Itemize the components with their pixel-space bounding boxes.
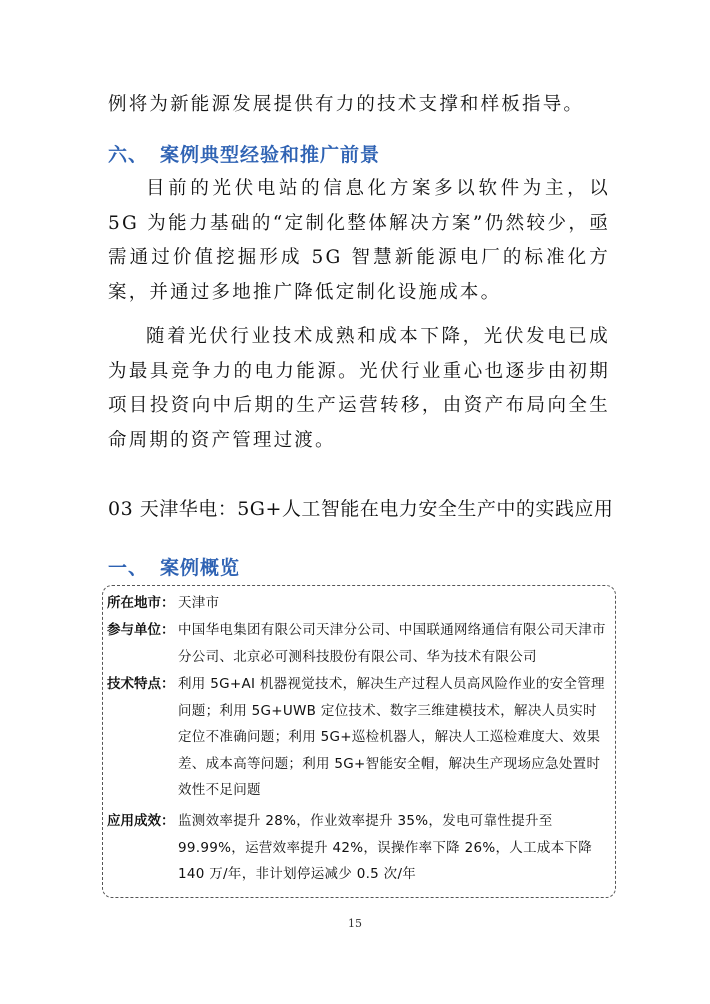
units-value: 中国华电集团有限公司天津分公司、中国联通网络通信有限公司天津市分公司、北京必可测科技股份有限公司、华为技术有限公司	[178, 622, 606, 665]
page-number: 15	[348, 917, 362, 930]
location-value: 天津市	[178, 595, 220, 611]
overview-row-tech	[107, 671, 607, 804]
case-title: 03 天津华电：5G+人工智能在电力安全生产中的实践应用	[108, 498, 614, 520]
section-one-heading	[108, 553, 240, 580]
overview-row-location	[107, 590, 607, 617]
units-label: 参与单位：	[107, 622, 175, 638]
results-value: 监测效率提升 28%，作业效率提升 35%，发电可靠性提升至 99.99%，运营效率提升 42%，误操作率下降 26%，人工成本下降 140 万/年，非计划停运减少 0.5 次/年	[178, 813, 593, 882]
location-label: 所在地市：	[107, 595, 175, 611]
section-six-title: 案例典型经验和推广前景	[160, 144, 381, 166]
case-overview-box	[102, 585, 616, 898]
section-six-number: 六、	[108, 144, 149, 166]
section-one-number: 一、	[108, 557, 149, 579]
tech-value: 利用 5G+AI 机器视觉技术，解决生产过程人员高风险作业的安全管理问题；利用 5G+UWB 定位技术、数字三维建模技术，解决人员实时定位不准确问题；利用 5G+巡检机器人，解决人工巡检难度大、效果差、成本高等问题；利用 5G+智能安全帽，解决生产现场应急处置时效性不足问题	[178, 676, 605, 798]
section-one-title: 案例概览	[160, 557, 241, 579]
overview-row-units	[107, 617, 607, 670]
section-six-paragraph-2: 随着光伏行业技术成熟和成本下降，光伏发电已成为最具竞争力的电力能源。光伏行业重心也逐步由初期项目投资向中后期的生产运营转移，由资产布局向全生命周期的资产管理过渡。	[108, 326, 610, 451]
tech-label: 技术特点：	[107, 676, 175, 692]
intro-tail-paragraph: 例将为新能源发展提供有力的技术支撑和样板指导。	[108, 94, 585, 115]
section-six-heading	[108, 140, 380, 167]
section-six-paragraph-1: 目前的光伏电站的信息化方案多以软件为主，以 5G 为能力基础的“定制化整体解决方案”仍然较少，亟需通过价值挖掘形成 5G 智慧新能源电厂的标准化方案，并通过多地推广降低定制化设施成本。	[108, 178, 610, 303]
overview-row-results	[107, 808, 607, 888]
results-label: 应用成效：	[107, 813, 175, 829]
